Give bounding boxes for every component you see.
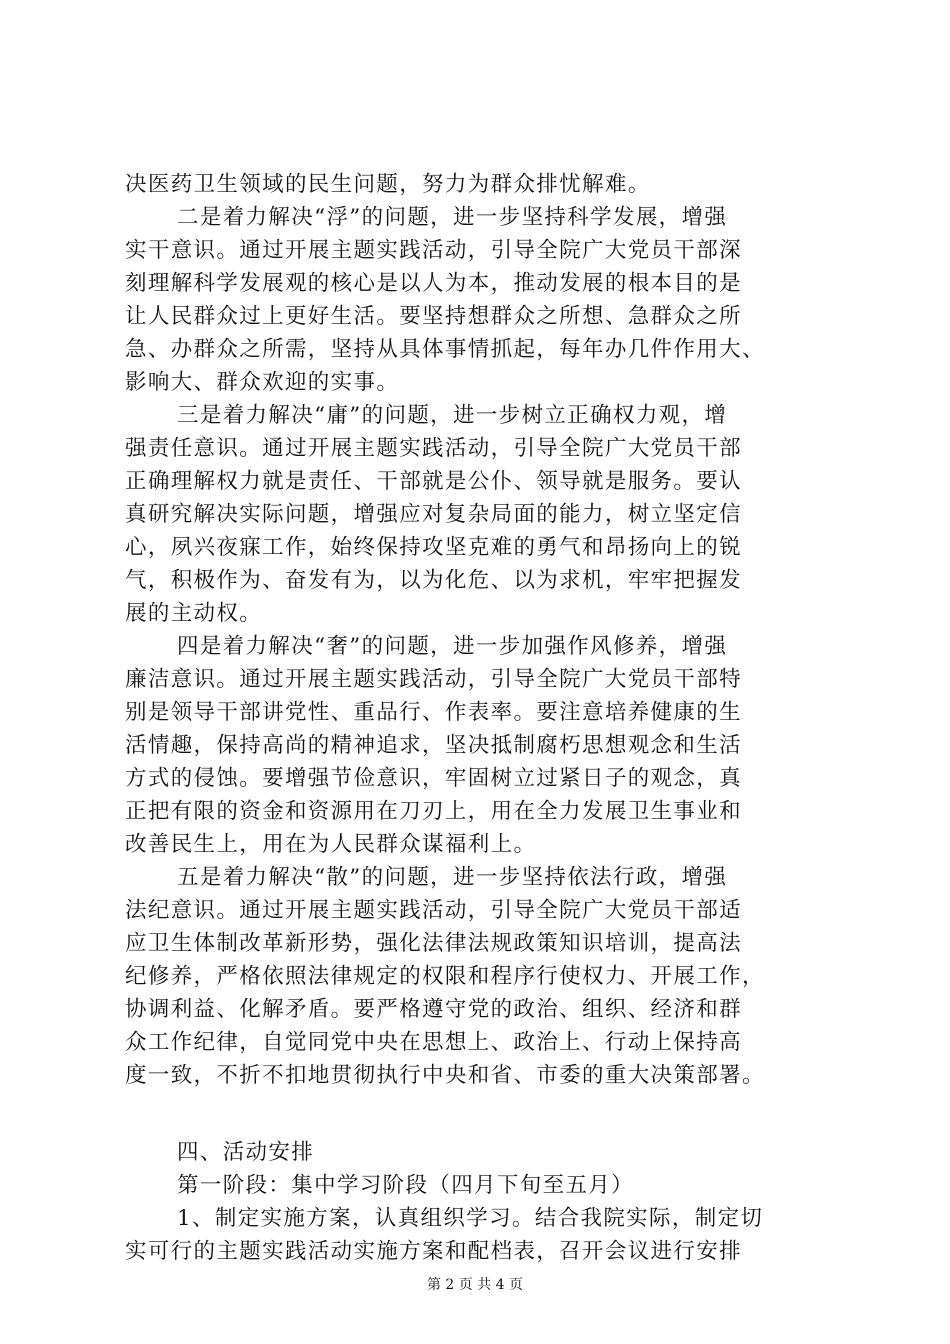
- section-spacer: [125, 1092, 825, 1136]
- paragraph-line: 刻理解科学发展观的核心是以人为本，推动发展的根本目的是: [125, 271, 742, 296]
- paragraph-line: 协调利益、化解矛盾。要严格遵守党的政治、组织、经济和群: [125, 997, 742, 1022]
- paragraph-line: 三是着力解决“庸”的问题，进一步树立正确权力观，增: [177, 403, 728, 428]
- paragraph-line: 四是着力解决“奢”的问题，进一步加强作风修养，增强: [177, 634, 728, 659]
- paragraph-line: 正确理解权力就是责任、干部就是公仆、领导就是服务。要认: [125, 469, 742, 494]
- paragraph-line: 度一致，不折不扣地贯彻执行中央和省、市委的重大决策部署。: [125, 1063, 765, 1088]
- paragraph-line: 决医药卫生领域的民生问题，努力为群众排忧解难。: [125, 172, 651, 197]
- paragraph-line: 心，夙兴夜寐工作，始终保持攻坚克难的勇气和昂扬向上的锐: [125, 535, 742, 560]
- paragraph-line: 让人民群众过上更好生活。要坚持想群众之所想、急群众之所: [125, 304, 742, 329]
- section-heading: 四、活动安排: [177, 1140, 315, 1165]
- paragraph-line: 五是着力解决“散”的问题，进一步坚持依法行政，增强: [177, 865, 728, 890]
- paragraph-line: 实干意识。通过开展主题实践活动，引导全院广大党员干部深: [125, 238, 742, 263]
- stage-heading: 第一阶段：集中学习阶段（四月下旬至五月）: [177, 1173, 635, 1198]
- paragraph-line: 急、办群众之所需，坚持从具体事情抓起，每年办几件作用大、: [125, 337, 765, 362]
- paragraph-line: 改善民生上，用在为人民群众谋福利上。: [125, 832, 537, 857]
- paragraph-line: 应卫生体制改革新形势，强化法律法规政策知识培训，提高法: [125, 931, 742, 956]
- paragraph-line: 别是领导干部讲党性、重品行、作表率。要注意培养健康的生: [125, 700, 742, 725]
- paragraph-line: 实可行的主题实践活动实施方案和配档表，召开会议进行安排: [125, 1239, 742, 1264]
- paragraph-line: 强责任意识。通过开展主题实践活动，引导全院广大党员干部: [125, 436, 742, 461]
- paragraph-line: 真研究解决实际问题，增强应对复杂局面的能力，树立坚定信: [125, 502, 742, 527]
- paragraph-line: 气，积极作为、奋发有为，以为化危、以为求机，牢牢把握发: [125, 568, 742, 593]
- paragraph-line: 方式的侵蚀。要增强节俭意识，牢固树立过紧日子的观念，真: [125, 766, 742, 791]
- paragraph-line: 1、制定实施方案，认真组织学习。结合我院实际，制定切: [177, 1206, 764, 1231]
- paragraph-line: 活情趣，保持高尚的精神追求，坚决抵制腐朽思想观念和生活: [125, 733, 742, 758]
- paragraph-line: 廉洁意识。通过开展主题实践活动，引导全院广大党员干部特: [125, 667, 742, 692]
- paragraph-line: 纪修养，严格依照法律规定的权限和程序行使权力、开展工作，: [125, 964, 765, 989]
- paragraph-line: 法纪意识。通过开展主题实践活动，引导全院广大党员干部适: [125, 898, 742, 923]
- page-number: 第 2 页 共 4 页: [426, 1277, 524, 1293]
- paragraph-line: 展的主动权。: [125, 601, 263, 626]
- paragraph-line: 影响大、群众欢迎的实事。: [125, 370, 400, 395]
- document-body: [125, 168, 825, 1268]
- paragraph-line: 二是着力解决“浮”的问题，进一步坚持科学发展，增强: [177, 205, 728, 230]
- paragraph-line: 正把有限的资金和资源用在刀刃上，用在全力发展卫生事业和: [125, 799, 742, 824]
- paragraph-line: 众工作纪律，自觉同党中央在思想上、政治上、行动上保持高: [125, 1030, 742, 1055]
